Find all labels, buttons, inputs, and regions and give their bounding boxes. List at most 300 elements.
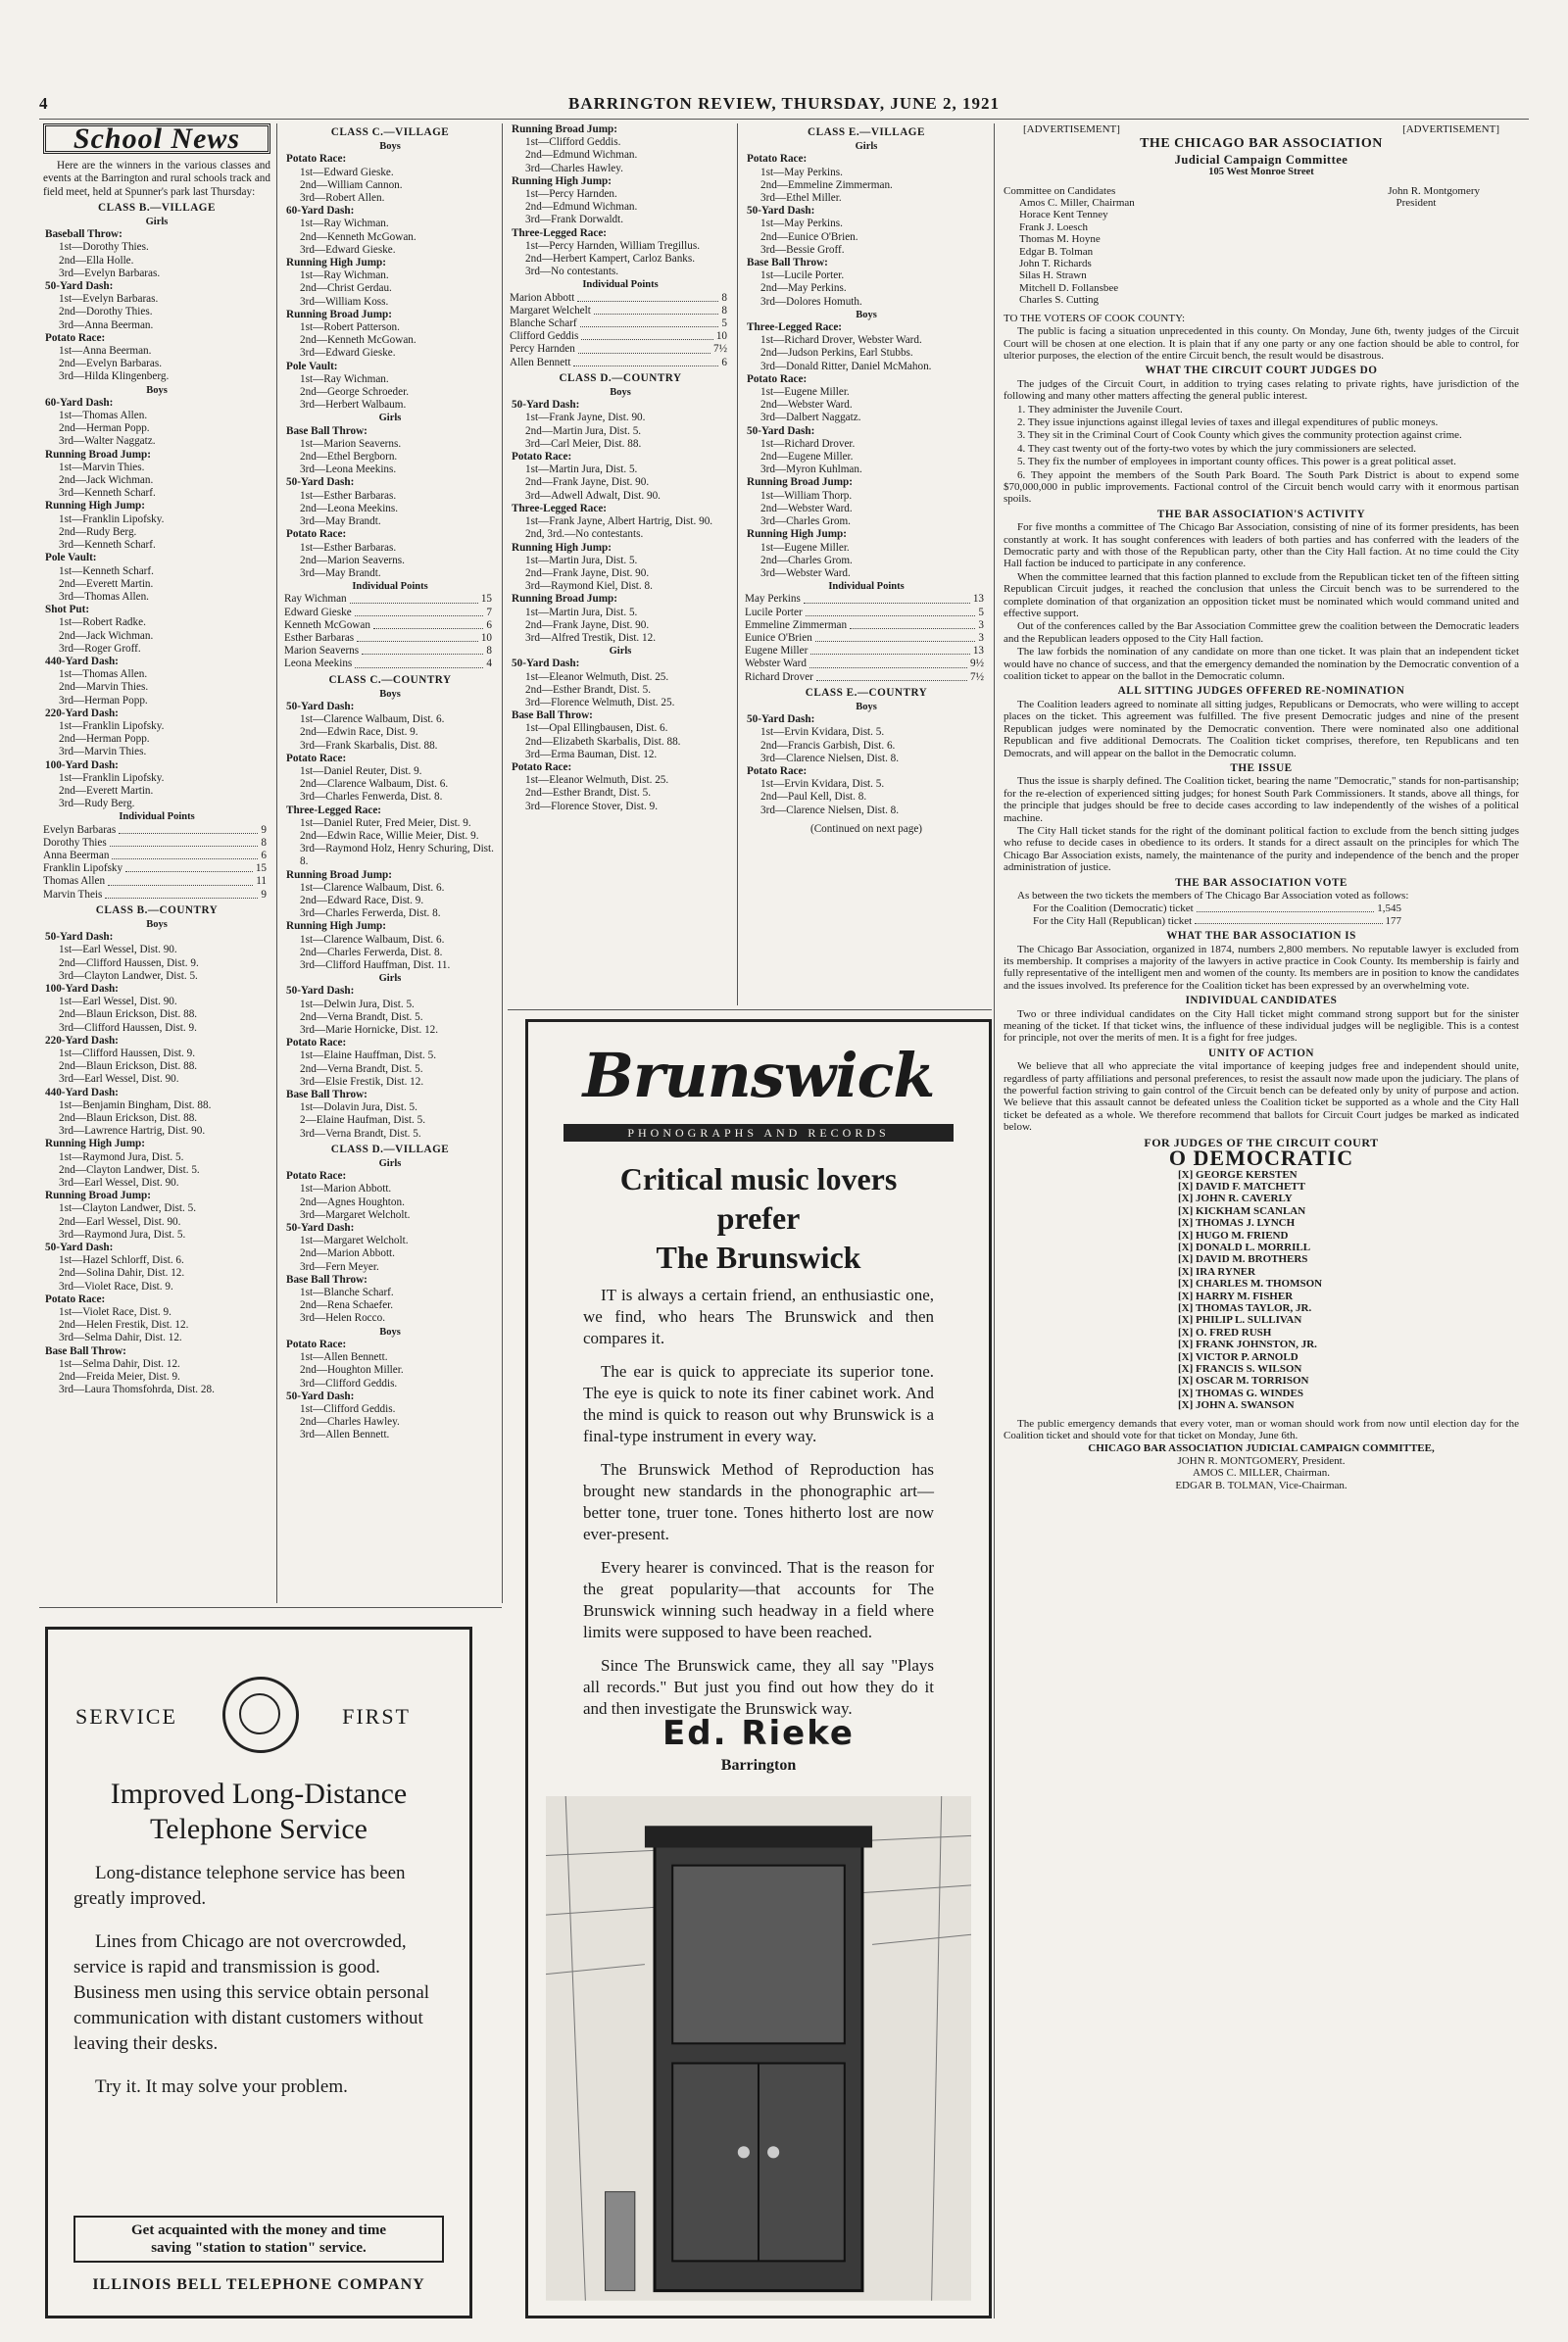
- ad-paragraph: The law forbids the nomination of any candidate on more than one ticket. It was plain that an independent ticket would have no chance of success, and that the emergency demanded the nomination by the Democratic convention of a coalition ticket to appear on the ballot in the Democratic column.: [1004, 646, 1519, 683]
- points-name: Kenneth McGowan: [284, 618, 370, 631]
- result-line: 3rd—Adwell Adwalt, Dist. 90.: [525, 489, 661, 502]
- ad-paragraph: Every hearer is convinced. That is the reason for the great popularity—that accounts for The Brunswick winning such headway in a field where limits were supposed to have been reached.: [583, 1558, 934, 1641]
- event-name: Base Ball Throw:: [747, 257, 828, 269]
- result-line: 3rd—Lawrence Hartrig, Dist. 90.: [59, 1125, 206, 1138]
- event-name: Potato Race:: [747, 153, 808, 166]
- result-line: 2nd—Herman Popp.: [59, 422, 150, 435]
- cta-line: saving "station to station" service.: [151, 2240, 367, 2256]
- division-heading: Girls: [378, 973, 402, 985]
- points-value: 9: [261, 888, 267, 901]
- event-name: Three-Legged Race:: [512, 226, 608, 239]
- division-heading: Girls: [855, 141, 878, 153]
- result-line: 3rd—Charles Ferwerda, Dist. 8.: [300, 907, 441, 920]
- result-line: 1st—Elaine Hauffman, Dist. 5.: [300, 1049, 436, 1062]
- division-heading: Boys: [146, 918, 168, 930]
- event-name: Potato Race:: [286, 1037, 347, 1049]
- result-line: 3rd—Dalbert Naggatz.: [760, 412, 861, 424]
- result-line: 2nd—Jack Wichman.: [59, 474, 154, 487]
- result-line: 1st—Kenneth Scharf.: [59, 564, 154, 577]
- brunswick-logo: Brunswick: [582, 1040, 935, 1111]
- points-value: 6: [261, 849, 267, 861]
- result-line: 1st—Thomas Allen.: [59, 668, 148, 681]
- result-line: 2nd—Francis Garbish, Dist. 6.: [760, 739, 896, 752]
- committee-member: Charles S. Cutting: [1019, 294, 1099, 307]
- event-name: 100-Yard Dash:: [45, 758, 119, 771]
- results-list: [43, 202, 270, 1397]
- result-line: 1st—Daniel Ruter, Fred Meier, Dist. 9.: [300, 816, 471, 829]
- result-line: 2nd—Solina Dahir, Dist. 12.: [59, 1267, 185, 1280]
- result-line: 1st—Eugene Miller.: [760, 541, 850, 554]
- result-line: 3rd—William Koss.: [300, 295, 389, 308]
- result-line: 2nd—May Perkins.: [760, 282, 847, 295]
- service-word: SERVICE: [75, 1704, 177, 1729]
- result-line: 3rd—Violet Race, Dist. 9.: [59, 1280, 173, 1293]
- result-line: 1st—Daniel Reuter, Dist. 9.: [300, 764, 422, 777]
- result-line: 2nd—Edmund Wichman.: [525, 149, 638, 162]
- result-line: 1st—Evelyn Barbaras.: [59, 293, 159, 306]
- result-line: 1st—Clarence Walbaum, Dist. 6.: [300, 713, 445, 726]
- event-name: Running High Jump:: [512, 174, 612, 187]
- points-row: [510, 317, 731, 330]
- points-value: 10: [480, 631, 492, 644]
- result-line: 3rd—Walter Naggatz.: [59, 435, 156, 448]
- class-heading: CLASS E.—VILLAGE: [808, 126, 925, 138]
- event-name: Running Broad Jump:: [286, 868, 392, 881]
- event-name: 50-Yard Dash:: [747, 205, 815, 218]
- salutation: TO THE VOTERS OF COOK COUNTY:: [1004, 312, 1186, 324]
- result-line: 1st—Anna Beerman.: [59, 345, 152, 358]
- result-line: 2nd—Blaun Erickson, Dist. 88.: [59, 1060, 198, 1073]
- event-name: Base Ball Throw:: [286, 1273, 368, 1286]
- result-line: 3rd—Clarence Nielsen, Dist. 8.: [760, 804, 900, 816]
- result-line: 3rd—No contestants.: [525, 266, 619, 278]
- event-name: Three-Legged Race:: [747, 321, 843, 334]
- ad-paragraph: Lines from Chicago are not overcrowded, service is rapid and transmission is good. Business men using this service obtain personal communication with distant customers without leaving their desks.: [74, 1931, 430, 2054]
- ad-paragraph: Out of the conferences called by the Bar Association Committee grew the coalition between the Democratic leaders and the Republican leaders opposed to the City Hall faction.: [1004, 620, 1519, 645]
- ad-paragraph: As between the two tickets the members of The Chicago Bar Association voted as follows:: [1017, 889, 1409, 902]
- header-rule: [39, 119, 1529, 120]
- points-value: 3: [978, 618, 984, 631]
- result-line: 1st—Richard Drover, Webster Ward.: [760, 334, 922, 347]
- event-name: Potato Race:: [512, 451, 572, 464]
- result-line: 1st—Franklin Lipofsky.: [59, 771, 165, 784]
- event-name: 50-Yard Dash:: [747, 424, 815, 437]
- points-name: Ray Wichman: [284, 593, 347, 606]
- result-line: 1st—Clifford Geddis.: [525, 136, 621, 149]
- event-name: 100-Yard Dash:: [45, 983, 119, 995]
- division-heading: Boys: [856, 309, 877, 320]
- result-line: 2nd—Webster Ward.: [760, 399, 853, 412]
- result-line: 3rd—Edward Gieske.: [300, 347, 396, 360]
- points-name: Edward Gieske: [284, 606, 352, 618]
- result-line: 2nd—Judson Perkins, Earl Stubbs.: [760, 347, 913, 360]
- event-name: 50-Yard Dash:: [286, 476, 355, 489]
- result-line: 1st—Marion Abbott.: [300, 1183, 392, 1195]
- event-name: Running High Jump:: [286, 257, 386, 269]
- result-line: 3rd—Raymond Jura, Dist. 5.: [59, 1228, 186, 1241]
- points-row: [284, 658, 496, 670]
- result-line: 2nd—Verna Brandt, Dist. 5.: [300, 1062, 423, 1075]
- result-line: 3rd—Marie Hornicke, Dist. 12.: [300, 1024, 439, 1037]
- points-name: Blanche Scharf: [510, 317, 577, 330]
- points-row: [745, 593, 988, 606]
- result-line: 1st—Franklin Lipofsky.: [59, 719, 165, 732]
- result-line: 2nd—Marion Seaverns.: [300, 554, 405, 566]
- column-rule: [994, 123, 995, 2318]
- vote-row: [1004, 915, 1519, 927]
- result-line: 2nd—Herman Popp.: [59, 733, 150, 746]
- committee-member: John T. Richards: [1019, 258, 1092, 270]
- result-line: 2nd—Everett Martin.: [59, 577, 154, 590]
- points-row: [284, 645, 496, 658]
- duty-item: 2. They issue injunctions against illegal levies of taxes and illegal expenditures of public moneys.: [1017, 415, 1439, 428]
- result-line: 1st—Selma Dahir, Dist. 12.: [59, 1357, 180, 1370]
- result-line: 1st—Allen Bennett.: [300, 1351, 388, 1364]
- section-rule: [508, 1009, 992, 1010]
- result-line: 1st—Esther Barbaras.: [300, 489, 397, 502]
- candidate-entry: [X] FRANK JOHNSTON, JR.: [1178, 1339, 1317, 1351]
- ad-paragraph: The Coalition leaders agreed to nominate all sitting judges, Republicans or Democrats, who were willing to accept places on the ticket. This agreement was fulfilled. The five present Democratic judges and nine of the present Republican judges were nominated by the Democratic convention. There were nominated also one additional Republican and five additional Democrats. The Coalition ticket comprises, therefore, ten Republicans and ten Democrats, and will appear on the ballot in the Democratic column.: [1004, 698, 1519, 759]
- result-line: 1st—Percy Harnden, William Tregillus.: [525, 239, 701, 252]
- column-rule: [502, 123, 503, 1603]
- points-value: 13: [972, 593, 984, 606]
- event-name: Base Ball Throw:: [286, 1089, 368, 1101]
- section-heading: THE BAR ASSOCIATION'S ACTIVITY: [1156, 508, 1366, 520]
- result-line: 3rd—Earl Wessel, Dist. 90.: [59, 1073, 179, 1086]
- dealer-name: Ed. Rieke: [662, 1714, 855, 1753]
- points-value: 8: [721, 304, 727, 317]
- result-line: 1st—William Thorp.: [760, 489, 853, 502]
- points-row: [43, 824, 270, 837]
- event-name: Potato Race:: [512, 760, 572, 773]
- event-name: 50-Yard Dash:: [512, 399, 580, 412]
- result-line: 3rd—Clarence Nielsen, Dist. 8.: [760, 752, 900, 764]
- candidate-entry: [X] PHILIP L. SULLIVAN: [1178, 1314, 1302, 1327]
- event-name: Baseball Throw:: [45, 228, 122, 241]
- points-name: Margaret Welchelt: [510, 304, 591, 317]
- school-news-intro: Here are the winners in the various classes and events at the Barrington and rural schools track and field meet, held at Spunner's park last Thursday:: [43, 160, 270, 198]
- result-line: 3rd—Frank Dorwaldt.: [525, 214, 624, 226]
- result-line: 3rd—Roger Groff.: [59, 642, 141, 655]
- result-line: 1st—Clarence Walbaum, Dist. 6.: [300, 933, 445, 946]
- result-line: 3rd—Clifford Geddis.: [300, 1377, 398, 1390]
- result-line: 2nd—Eugene Miller.: [760, 451, 854, 464]
- dealer-town: Barrington: [720, 1757, 797, 1774]
- points-value: 4: [486, 658, 492, 670]
- vote-row: [1004, 903, 1519, 914]
- points-row: [284, 593, 496, 606]
- event-name: 50-Yard Dash:: [512, 658, 580, 670]
- duty-item: 6. They appoint the members of the South Park Board. The South Park District is about to expend some $70,000,000 in public improvements. Factional control of the Circuit bench would carry with it enormous partisan spoils.: [1004, 468, 1519, 506]
- ad-title: THE CHICAGO BAR ASSOCIATION: [1140, 136, 1383, 152]
- result-line: 2nd—Clarence Walbaum, Dist. 6.: [300, 778, 449, 791]
- committee-member: Thomas M. Hoyne: [1019, 233, 1101, 246]
- result-line: 2nd—Elizabeth Skarbalis, Dist. 88.: [525, 735, 681, 748]
- result-line: 3rd—Ethel Miller.: [760, 192, 842, 205]
- division-heading: Boys: [379, 1326, 401, 1338]
- result-line: 3rd—Clifford Haussen, Dist. 9.: [59, 1021, 197, 1034]
- result-line: 1st—Margaret Welcholt.: [300, 1235, 409, 1247]
- event-name: Potato Race:: [286, 1338, 347, 1350]
- result-line: 2nd—Blaun Erickson, Dist. 88.: [59, 1112, 198, 1125]
- event-name: Potato Race:: [286, 528, 347, 541]
- result-line: 2nd—Charles Grom.: [760, 554, 853, 566]
- result-line: 2nd—Edwin Race, Willie Meier, Dist. 9.: [300, 829, 479, 842]
- ad-paragraph: For five months a committee of The Chicago Bar Association, consisting of nine of its former presidents, has been constantly at work. It has sought conferences with leaders of both parties and has conferred with the leaders of the Democratic party and with those of the Republican party, other than the City Hall faction. At no time could the City Hall faction be induced to participate in any conference.: [1004, 521, 1519, 570]
- ad-paragraph: We believe that all who appreciate the vital importance of keeping judges free and independent should unite, regardless of party affiliations and personal preferences, to resist the assault now made upon the judiciary. The plans of the powerful faction striving to gain control of the Circuit bench can be defeated only by unity of purpose and action. We believe that this assault cannot be defeated unless the Coalition ticket be supported as a whole and the City Hall ticket be defeated as a whole. We therefore recommend that ballots for Circuit Court judges be marked as indicated below.: [1004, 1060, 1519, 1134]
- section-heading: UNITY OF ACTION: [1208, 1047, 1314, 1059]
- result-line: 3rd—Florence Stover, Dist. 9.: [525, 800, 659, 812]
- vote-value: 177: [1385, 914, 1401, 927]
- division-heading: Individual Points: [119, 811, 195, 823]
- result-line: 3rd—Robert Allen.: [300, 192, 385, 205]
- logo-band: PHONOGRAPHS AND RECORDS: [564, 1124, 954, 1142]
- event-name: 50-Yard Dash:: [45, 931, 114, 944]
- result-line: 2nd—Frank Jayne, Dist. 90.: [525, 618, 650, 631]
- result-line: 3rd—Rudy Berg.: [59, 798, 135, 810]
- school-news-title: School News: [43, 123, 270, 154]
- president-title: President: [1396, 197, 1437, 210]
- result-line: 1st—May Perkins.: [760, 166, 843, 178]
- points-value: 8: [261, 836, 267, 849]
- school-news-column-3: [510, 123, 731, 1005]
- candidate-entry: [X] OSCAR M. TORRISON: [1178, 1375, 1309, 1388]
- ad-title-line: Improved Long-Distance: [110, 1778, 408, 1810]
- points-row: [510, 357, 731, 369]
- result-line: 2nd—Marvin Thies.: [59, 681, 149, 694]
- signature-line: EDGAR B. TOLMAN, Vice-Chairman.: [1175, 1479, 1348, 1491]
- result-line: 1st—Dorothy Thies.: [59, 241, 149, 254]
- event-name: Three-Legged Race:: [512, 502, 608, 514]
- result-line: 1st—Clarence Walbaum, Dist. 6.: [300, 881, 445, 894]
- points-row: [284, 632, 496, 645]
- bell-telephone-ad: [45, 1627, 472, 2318]
- cta-line: Get acquainted with the money and time: [131, 2222, 386, 2238]
- event-name: Three-Legged Race:: [286, 804, 382, 816]
- ad-paragraph: The ear is quick to appreciate its superior tone. The eye is quick to note its finer cabinet work. And the mind is quick to reason out why Brunswick is a final-type instrument in every way.: [583, 1362, 934, 1445]
- event-name: 60-Yard Dash:: [286, 205, 355, 218]
- points-row: [284, 619, 496, 632]
- candidate-entry: [X] CHARLES M. THOMSON: [1178, 1278, 1323, 1291]
- result-line: 1st—Marion Seaverns.: [300, 437, 402, 450]
- points-row: [43, 850, 270, 862]
- points-value: 6: [721, 356, 727, 368]
- points-row: [745, 607, 988, 619]
- page-number: 4: [39, 94, 48, 113]
- candidate-entry: [X] HUGO M. FRIEND: [1178, 1229, 1289, 1242]
- points-row: [43, 837, 270, 850]
- result-line: 2—Elaine Haufman, Dist. 5.: [300, 1114, 426, 1127]
- result-line: 1st—Violet Race, Dist. 9.: [59, 1306, 172, 1319]
- committee-member: Silas H. Strawn: [1019, 269, 1087, 282]
- points-value: 11: [256, 875, 267, 888]
- points-value: 7½: [970, 670, 984, 683]
- points-value: 5: [978, 606, 984, 618]
- result-line: 1st—Ray Wichman.: [300, 218, 389, 230]
- advertisement-label: [ADVERTISEMENT]: [1402, 123, 1499, 135]
- school-news-column-2: [284, 123, 496, 1603]
- class-heading: CLASS C.—VILLAGE: [330, 126, 450, 138]
- result-line: 2nd—Herbert Kampert, Carloz Banks.: [525, 253, 696, 266]
- event-name: 50-Yard Dash:: [747, 713, 815, 726]
- points-value: 9: [261, 823, 267, 836]
- event-name: 220-Yard Dash:: [45, 1034, 119, 1047]
- school-news-column-1: [43, 123, 270, 1603]
- ad-subtitle: Judicial Campaign Committee: [1174, 152, 1348, 167]
- points-value: 9½: [970, 658, 984, 670]
- points-name: Dorothy Thies: [43, 836, 107, 849]
- duty-item: 4. They cast twenty out of the forty-two votes by which the jury commissioners are selected.: [1017, 442, 1416, 455]
- result-line: 3rd—Erma Bauman, Dist. 12.: [525, 748, 658, 760]
- school-news-column-4: [745, 123, 988, 1005]
- event-name: Running High Jump:: [286, 920, 386, 933]
- ad-top-row: [48, 1677, 469, 1755]
- points-row: [284, 607, 496, 619]
- duty-item: 3. They sit in the Criminal Court of Cook County which gives the community protection against crime.: [1017, 429, 1462, 442]
- result-line: 3rd—Evelyn Barbaras.: [59, 267, 161, 279]
- event-name: Pole Vault:: [286, 360, 338, 372]
- ad-paragraph: The Chicago Bar Association, organized in 1874, numbers 2,800 members. No reputable lawyer is excluded from its membership. It comprises a majority of the lawyers in active practice in Cook County. Its membership is fairly and fully representative of the intelligent men and women of the county. Its members are in position to know the candidates and the issues involved. Its preference for the Coalition ticket has been expressed by an overwhelming vote.: [1004, 943, 1519, 992]
- event-name: 50-Yard Dash:: [286, 985, 355, 998]
- result-line: 1st—Percy Harnden.: [525, 188, 617, 201]
- result-line: 2nd—Blaun Erickson, Dist. 88.: [59, 1008, 198, 1021]
- event-name: Potato Race:: [286, 1170, 347, 1183]
- result-line: 3rd—Herbert Walbaum.: [300, 399, 407, 412]
- result-line: 1st—Martin Jura, Dist. 5.: [525, 606, 638, 618]
- column-rule: [276, 123, 277, 1603]
- event-name: Potato Race:: [286, 752, 347, 764]
- ballot-heading: FOR JUDGES OF THE CIRCUIT COURT: [1144, 1135, 1379, 1149]
- ad-headline: [528, 1159, 989, 1277]
- event-name: Running Broad Jump:: [286, 308, 392, 320]
- points-name: Allen Bennett: [510, 356, 571, 368]
- result-line: 2nd—William Cannon.: [300, 178, 403, 191]
- result-line: 2nd—Dorothy Thies.: [59, 306, 153, 318]
- candidate-entry: [X] THOMAS J. LYNCH: [1178, 1217, 1296, 1230]
- result-line: 2nd—Ella Holle.: [59, 254, 134, 267]
- points-value: 10: [715, 330, 727, 343]
- candidate-entry: [X] DONALD L. MORRILL: [1178, 1241, 1311, 1253]
- event-name: Running High Jump:: [45, 500, 145, 512]
- event-name: 50-Yard Dash:: [286, 700, 355, 712]
- division-heading: Individual Points: [828, 581, 905, 593]
- result-line: 1st—Esther Barbaras.: [300, 541, 397, 554]
- result-line: 1st—Earl Wessel, Dist. 90.: [59, 944, 177, 956]
- points-row: [745, 658, 988, 670]
- division-heading: Girls: [378, 1158, 402, 1170]
- result-line: 3rd—Clifford Hauffman, Dist. 11.: [300, 959, 451, 971]
- result-line: 2nd—Frank Jayne, Dist. 90.: [525, 476, 650, 489]
- event-name: Running High Jump:: [747, 528, 847, 541]
- result-line: 3rd—Allen Bennett.: [300, 1429, 390, 1441]
- points-row: [43, 875, 270, 888]
- points-name: Anna Beerman: [43, 849, 110, 861]
- division-heading: Boys: [610, 387, 631, 399]
- section-heading: THE BAR ASSOCIATION VOTE: [1175, 876, 1348, 889]
- event-name: Running Broad Jump:: [512, 123, 617, 135]
- result-line: 3rd—Edward Gieske.: [300, 243, 396, 256]
- division-heading: Boys: [379, 141, 401, 153]
- result-line: 1st—Martin Jura, Dist. 5.: [525, 554, 638, 566]
- points-row: [745, 671, 988, 684]
- points-value: 15: [255, 862, 267, 875]
- candidate-list: [1178, 1169, 1519, 1412]
- result-line: 3rd—Charles Fenwerda, Dist. 8.: [300, 791, 443, 804]
- result-line: 1st—Clayton Landwer, Dist. 5.: [59, 1202, 197, 1215]
- committee-member: Amos C. Miller, Chairman: [1019, 197, 1135, 210]
- ad-paragraph: Try it. It may solve your problem.: [95, 2076, 348, 2097]
- result-line: 1st—Frank Jayne, Albert Hartrig, Dist. 90.: [525, 515, 713, 528]
- result-line: 3rd—Dolores Homuth.: [760, 295, 862, 308]
- result-line: 3rd—Fern Meyer.: [300, 1260, 379, 1273]
- section-heading: WHAT THE CIRCUIT COURT JUDGES DO: [1145, 365, 1378, 377]
- event-name: 50-Yard Dash:: [45, 280, 114, 293]
- result-line: 2nd—Helen Frestik, Dist. 12.: [59, 1319, 189, 1332]
- vote-label: For the City Hall (Republican) ticket: [1033, 914, 1193, 927]
- event-name: 440-Yard Dash:: [45, 1086, 119, 1098]
- ad-intro: The public is facing a situation unprecedented in this county. On Monday, June 6th, twenty judges of the Circuit Court will be chosen at one election. It is plain that if any one party or any one faction should be able to control, for ulterior purposes, the election of the entire Circuit bench, the result would be disastrous.: [1004, 325, 1519, 362]
- candidate-entry: [X] DAVID F. MATCHETT: [1178, 1180, 1305, 1193]
- points-row: [745, 645, 988, 658]
- result-line: 2nd—Frank Jayne, Dist. 90.: [525, 566, 650, 579]
- event-name: Running High Jump:: [512, 541, 612, 554]
- points-name: Eunice O'Brien: [745, 631, 812, 644]
- points-row: [510, 330, 731, 343]
- ad-call-to-action: [74, 2216, 444, 2263]
- event-name: Base Ball Throw:: [286, 424, 368, 437]
- results-list: [510, 123, 731, 813]
- points-row: [43, 889, 270, 902]
- result-line: 2nd—Ethel Bergborn.: [300, 451, 398, 464]
- result-line: 3rd—Earl Wessel, Dist. 90.: [59, 1177, 179, 1190]
- result-line: 2nd—Clayton Landwer, Dist. 5.: [59, 1163, 200, 1176]
- points-name: Evelyn Barbaras: [43, 823, 117, 836]
- signature-line: JOHN R. MONTGOMERY, President.: [1177, 1454, 1346, 1467]
- division-heading: Boys: [379, 688, 401, 700]
- result-line: 3rd—Herman Popp.: [59, 694, 148, 707]
- result-line: 3rd—Charles Grom.: [760, 515, 851, 528]
- points-value: 15: [480, 593, 492, 606]
- event-name: Potato Race:: [45, 1293, 106, 1305]
- result-line: 2nd—Webster Ward.: [760, 502, 853, 514]
- result-line: 3rd—Webster Ward.: [760, 566, 851, 579]
- ad-paragraph: The judges of the Circuit Court, in addition to trying cases relating to private rights, have jurisdiction of the following and many other matters affecting the general public interest.: [1004, 377, 1519, 403]
- result-line: 3rd—Bessie Groff.: [760, 243, 845, 256]
- result-line: 2nd—Clifford Haussen, Dist. 9.: [59, 956, 199, 969]
- result-line: 1st—Richard Drover.: [760, 437, 856, 450]
- candidate-entry: [X] THOMAS TAYLOR, JR.: [1178, 1301, 1312, 1314]
- result-line: 2nd—Paul Kell, Dist. 8.: [760, 791, 867, 804]
- result-line: 1st—Blanche Scharf.: [300, 1287, 394, 1299]
- result-line: 1st—Frank Jayne, Dist. 90.: [525, 412, 646, 424]
- result-line: 3rd—Margaret Welcholt.: [300, 1208, 411, 1221]
- points-name: May Perkins: [745, 593, 801, 606]
- result-line: 3rd—Selma Dahir, Dist. 12.: [59, 1332, 182, 1344]
- points-name: Marion Seaverns: [284, 645, 360, 658]
- points-name: Thomas Allen: [43, 875, 106, 888]
- result-line: 2nd—Agnes Houghton.: [300, 1195, 405, 1208]
- headline-line: The Brunswick: [656, 1240, 861, 1275]
- results-list: [284, 126, 496, 1442]
- result-line: 1st—Franklin Lipofsky.: [59, 512, 165, 525]
- ad-paragraph: IT is always a certain friend, an enthusiastic one, we find, who hears The Brunswick and then compares it.: [583, 1286, 934, 1347]
- ad-paragraph: Long-distance telephone service has been greatly improved.: [74, 1863, 406, 1909]
- result-line: 1st—Ray Wichman.: [300, 372, 389, 385]
- committee-label: Committee on Candidates: [1004, 184, 1116, 197]
- points-name: Emmeline Zimmerman: [745, 618, 848, 631]
- result-line: 3rd—Marvin Thies.: [59, 746, 147, 758]
- result-line: 3rd—Kenneth Scharf.: [59, 539, 156, 552]
